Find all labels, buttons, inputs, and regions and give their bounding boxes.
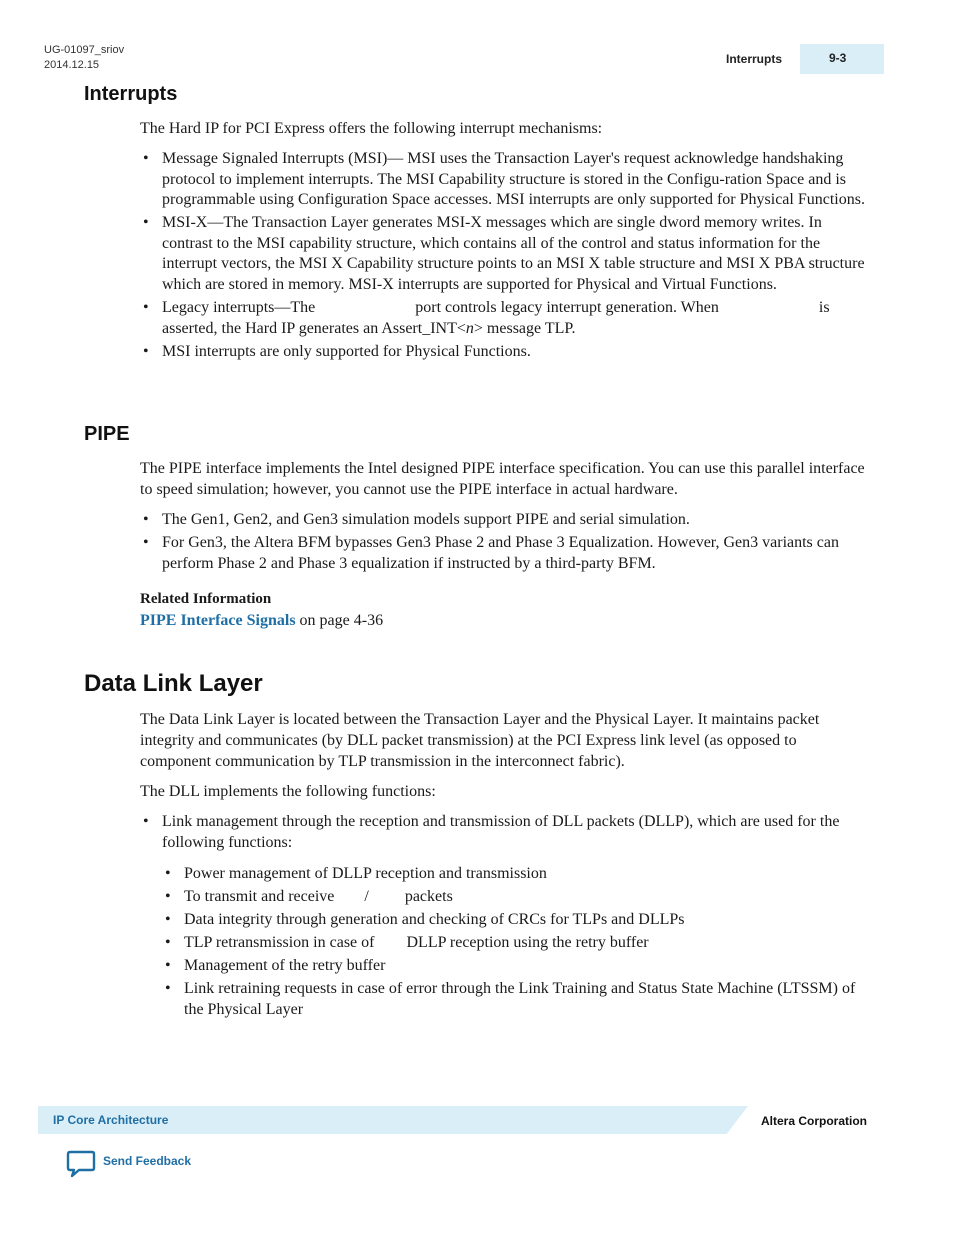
- running-header-section: Interrupts: [726, 52, 783, 66]
- retrans-text-2: DLLP reception using the retry buffer: [406, 933, 649, 951]
- list-item: • MSI interrupts are only supported for Physical Functions.: [140, 342, 870, 363]
- send-feedback-link[interactable]: Send Feedback: [103, 1154, 192, 1168]
- legacy-text-2: port controls legacy interrupt generation. When: [415, 298, 719, 316]
- retrans-text-1: TLP retransmission in case of: [184, 933, 375, 951]
- legacy-text-3: is: [818, 298, 830, 316]
- feedback-speech-bubble-icon[interactable]: [66, 1150, 96, 1178]
- pipe-interface-signals-link[interactable]: PIPE Interface Signals: [140, 612, 296, 629]
- list-item-retransmission: [162, 933, 870, 954]
- pipe-heading: PIPE: [84, 423, 130, 445]
- list-item: • Management of the retry buffer: [162, 956, 870, 977]
- transmit-text-3: packets: [404, 887, 453, 905]
- list-item: • Power management of DLLP reception and transmission: [162, 864, 870, 885]
- related-page-ref: on page 4-36: [295, 612, 384, 629]
- list-item: • Link management through the reception and transmission of DLL packets (DLLP), which are used for the following functions:: [140, 812, 870, 853]
- dll-functions-intro: The DLL implements the following functions:: [140, 783, 436, 800]
- list-item: • Data integrity through generation and checking of CRCs for TLPs and DLLPs: [162, 910, 870, 931]
- interrupts-intro: The Hard IP for PCI Express offers the following interrupt mechanisms:: [140, 120, 603, 137]
- interrupts-list: [140, 149, 870, 365]
- list-item: • Link retraining requests in case of error through the Link Training and Status State Machine (LTSSM) of the Physical Layer: [162, 979, 870, 1020]
- footer-company: Altera Corporation: [761, 1114, 868, 1128]
- dll-intro: The Data Link Layer is located between the Transaction Layer and the Physical Layer. It maintains packet integrity and communicates (by DLL packet transmission) at the PCI Express link level (as opposed to component communication by TLP transmission in the interconnect fabric).: [140, 711, 820, 770]
- list-item: • For Gen3, the Altera BFM bypasses Gen3 Phase 2 and Phase 3 Equalization. However, Gen3 variants can perform Phase 2 and Phase 3 equalization if instructed by a third-party BFM.: [140, 533, 870, 574]
- dll-list: [140, 812, 870, 856]
- document-id: [44, 43, 124, 73]
- list-item: • MSI-X—The Transaction Layer generates MSI-X messages which are single dword memory writes. In contrast to the MSI capability structure, which contains all of the control and status information for the interrupt vectors, the MSI X Capability structure points to an MSI X table structure and MSI X PBA structure which are stored in memory. MSI-X interrupts are supported for Physical and Virtual Functions.: [140, 213, 870, 295]
- footer-chapter: IP Core Architecture: [53, 1113, 169, 1127]
- page-number: 9-3: [829, 51, 847, 65]
- list-item: • The Gen1, Gen2, and Gen3 simulation models support PIPE and serial simulation.: [140, 510, 870, 531]
- pipe-intro: The PIPE interface implements the Intel designed PIPE interface specification. You can use this parallel interface to speed simulation; however, you cannot use the PIPE interface in actual hardware.: [140, 460, 865, 498]
- doc-id-text: UG-01097_sriov: [44, 44, 125, 56]
- dll-sublist: [162, 864, 870, 1023]
- legacy-text-5: > message TLP.: [473, 319, 576, 337]
- related-information-entry: [140, 612, 383, 630]
- legacy-text-1: Legacy interrupts—The: [162, 298, 316, 316]
- data-link-layer-heading: Data Link Layer: [84, 670, 263, 697]
- transmit-text-1: To transmit and receive: [184, 887, 335, 905]
- list-item: • Message Signaled Interrupts (MSI)— MSI uses the Transaction Layer's request acknowledge handshaking protocol to implement interrupts. The MSI Capability structure is stored in the Configu-ration Space and is programmable using Configuration Space accesses. MSI interrupts are only supported for Physical Functions.: [140, 149, 870, 211]
- doc-date: 2014.12.15: [44, 59, 100, 71]
- legacy-italic-n: n: [465, 319, 474, 337]
- interrupts-heading: Interrupts: [84, 83, 178, 105]
- pipe-list: [140, 510, 870, 577]
- legacy-text-4: asserted, the Hard IP generates an Assert_INT<: [162, 319, 466, 337]
- related-information-title: Related Information: [140, 591, 272, 607]
- list-item-legacy: [140, 298, 870, 339]
- transmit-text-2: /: [364, 887, 369, 905]
- list-item-transmit: [162, 887, 870, 908]
